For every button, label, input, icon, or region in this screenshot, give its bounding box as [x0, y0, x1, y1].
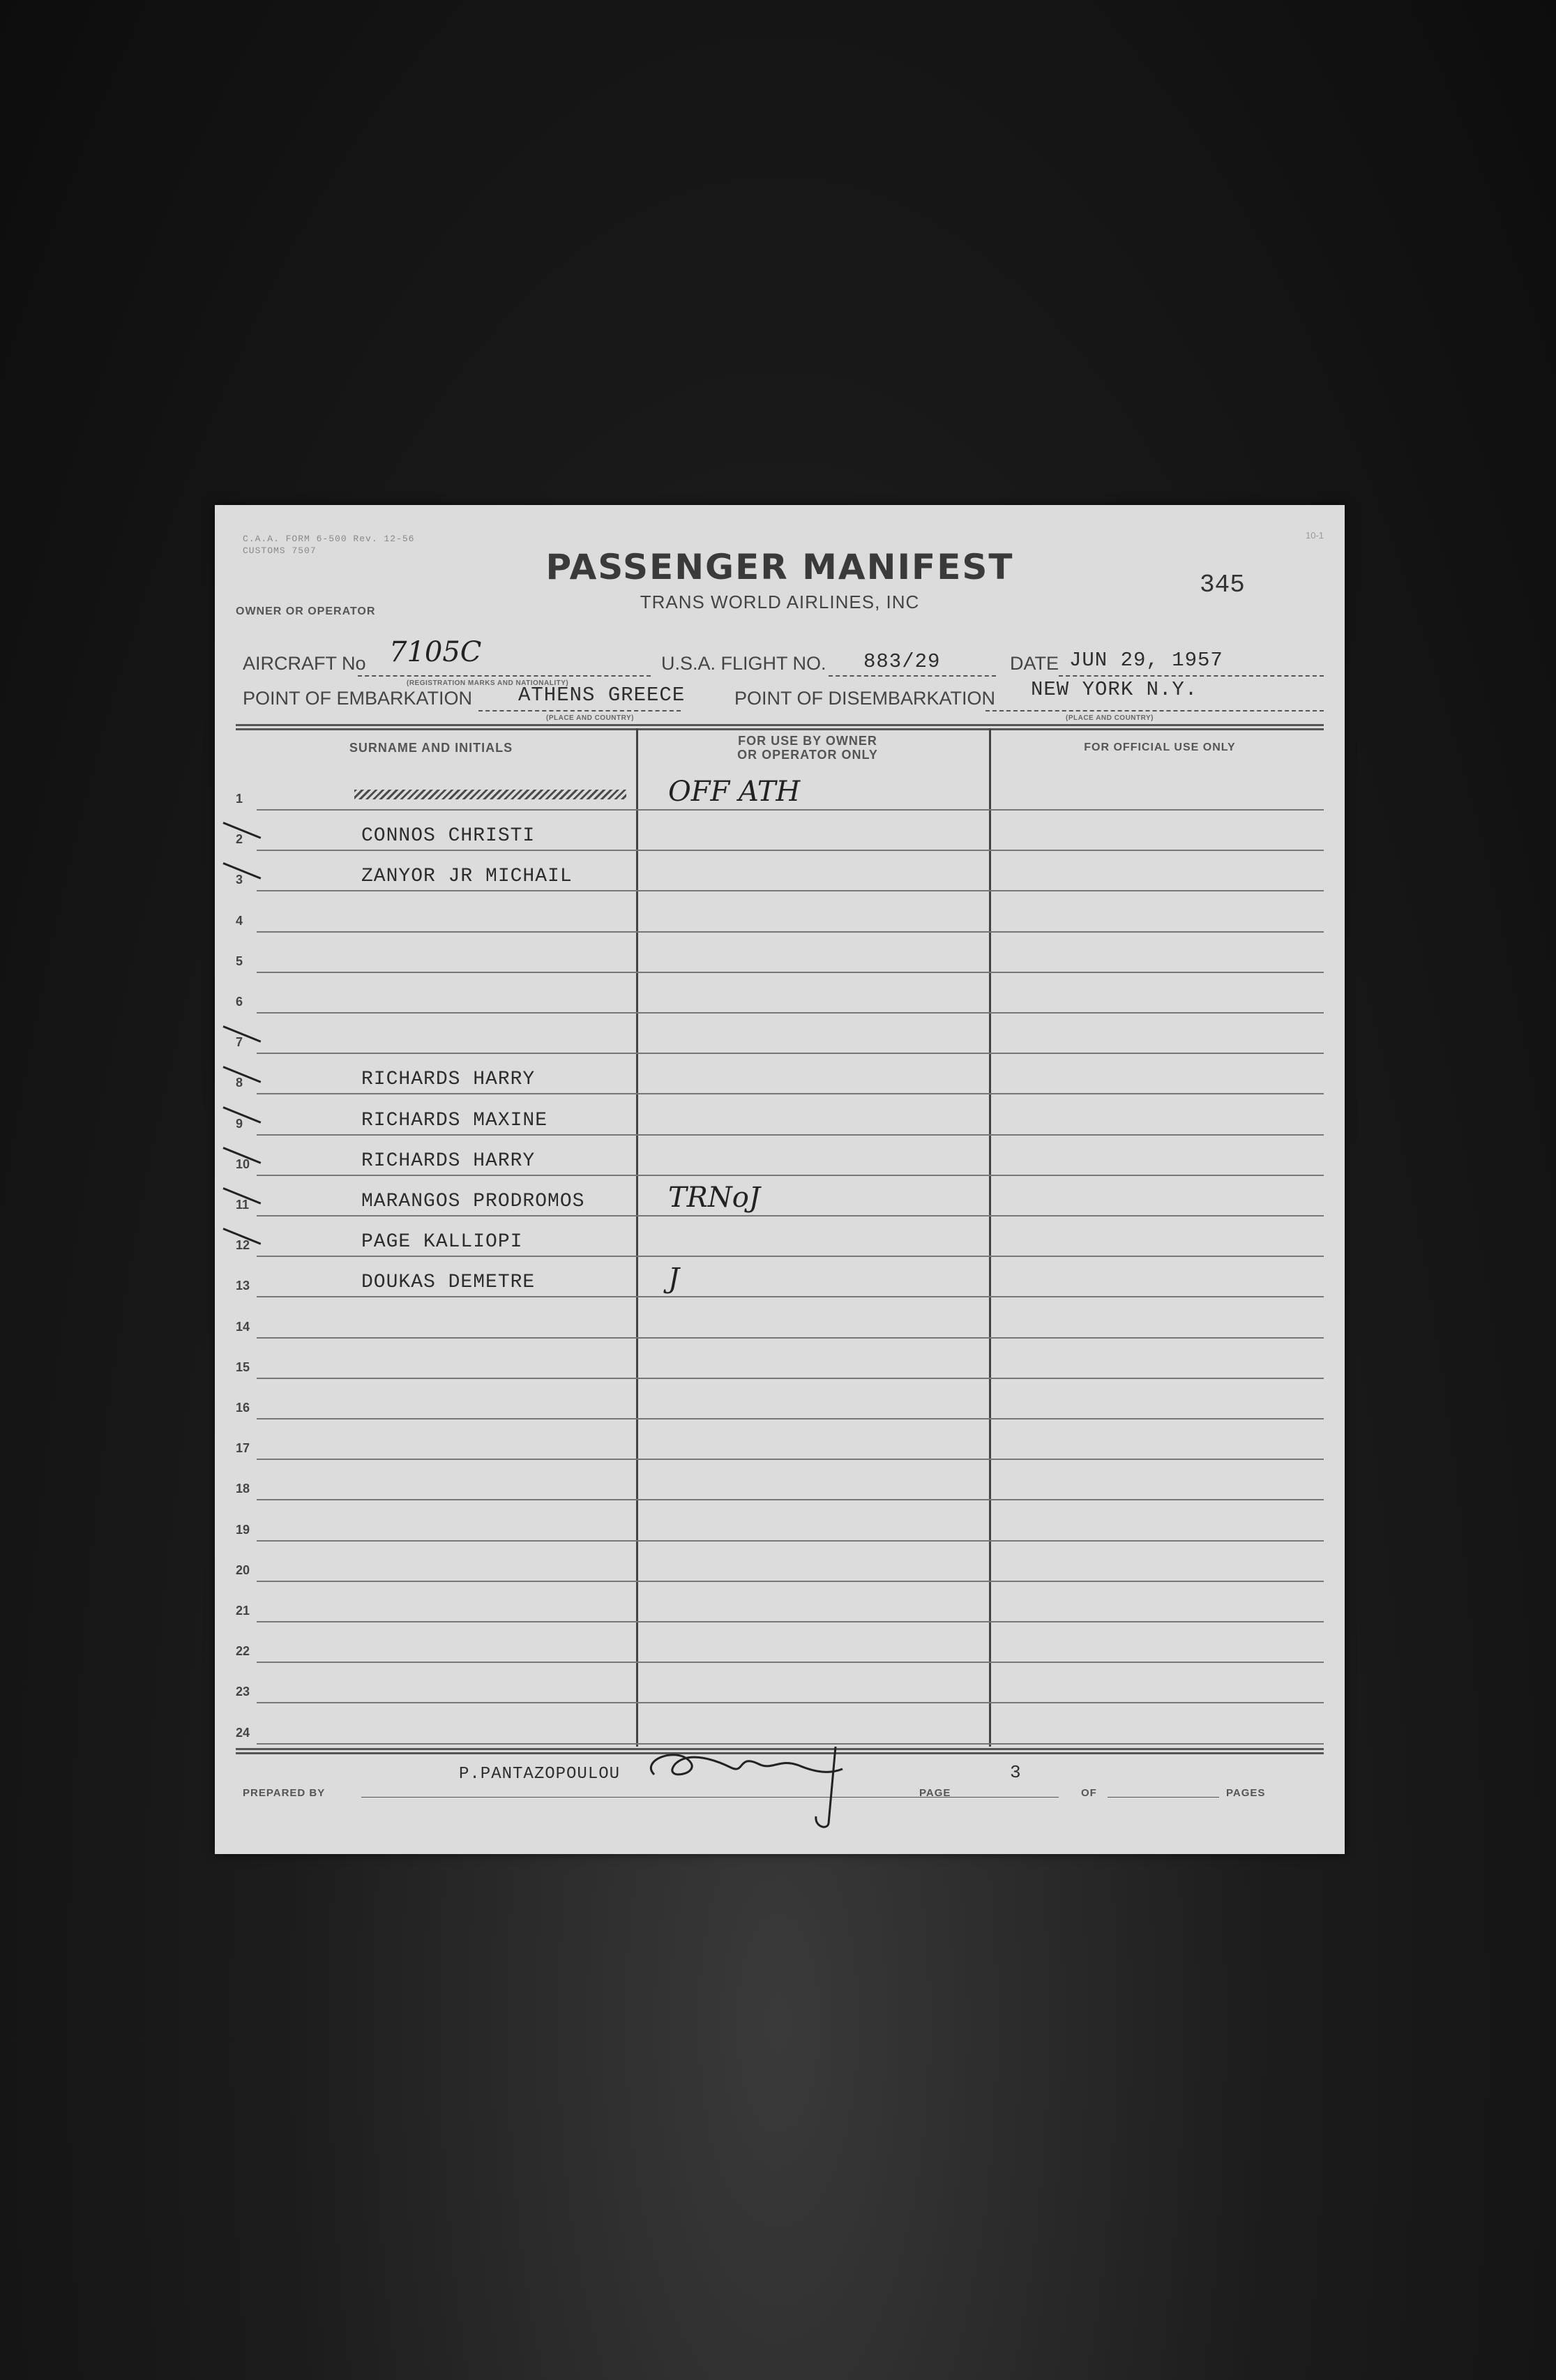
row-number: 15 [236, 1360, 250, 1374]
passenger-name: RICHARDS HARRY [361, 1069, 536, 1091]
owner-notation: J [668, 1263, 680, 1295]
date-value: JUN 29, 1957 [1069, 649, 1223, 672]
row-number: 5 [236, 954, 243, 968]
manifest-sheet [215, 505, 1345, 1854]
aircraft-sub-label: (REGISTRATION MARKS AND NATIONALITY) [407, 679, 569, 687]
aircraft-value: 7105C [389, 636, 482, 668]
row-number: 21 [236, 1604, 250, 1618]
row-number: 19 [236, 1522, 250, 1537]
date-label: DATE [1010, 653, 1059, 674]
pages-label: PAGES [1226, 1787, 1266, 1799]
owner-notation: TRNoJ [668, 1182, 760, 1214]
row-number: 20 [236, 1562, 250, 1577]
table-row [236, 1419, 1324, 1460]
column-header-owner-line-2: OR OPERATOR ONLY [737, 748, 878, 762]
disembarkation-underline [985, 710, 1324, 711]
row-number: 1 [236, 792, 243, 806]
row-number: 4 [236, 913, 243, 928]
row-number: 9 [236, 1116, 243, 1131]
row-number: 17 [236, 1441, 250, 1456]
row-number: 8 [236, 1076, 243, 1090]
table-row [236, 1379, 1324, 1419]
struck-out-name [354, 790, 626, 799]
row-number: 6 [236, 995, 243, 1009]
table-row [236, 851, 1324, 891]
table-row [236, 1542, 1324, 1582]
passenger-name: RICHARDS HARRY [361, 1150, 536, 1172]
row-number: 12 [236, 1238, 250, 1253]
page-value: 3 [1010, 1762, 1022, 1783]
row-number: 14 [236, 1319, 250, 1334]
row-number: 23 [236, 1685, 250, 1699]
flight-value: 883/29 [863, 650, 941, 673]
aircraft-underline [358, 675, 651, 677]
table-row [236, 1217, 1324, 1257]
prepared-by-value: P.PANTAZOPOULOU [459, 1765, 621, 1784]
row-number: 18 [236, 1482, 250, 1496]
row-number: 2 [236, 832, 243, 847]
table-row [236, 892, 1324, 933]
table-row [236, 1663, 1324, 1703]
table-row [236, 973, 1324, 1014]
corner-mark: 10-1 [1305, 530, 1324, 541]
disembarkation-label: POINT OF DISEMBARKATION [734, 688, 996, 709]
table-row [236, 1176, 1324, 1217]
passenger-name: CONNOS CHRISTI [361, 825, 536, 848]
passenger-name: RICHARDS MAXINE [361, 1109, 548, 1131]
table-top-rule [236, 724, 1324, 726]
table-row [236, 1622, 1324, 1663]
form-code-line-1: C.A.A. FORM 6-500 Rev. 12-56 [243, 534, 415, 544]
row-number: 16 [236, 1401, 250, 1415]
table-row [236, 1095, 1324, 1136]
manifest-number: 345 [1200, 571, 1245, 599]
page-label: PAGE [919, 1787, 951, 1799]
column-header-owner-line-1: FOR USE BY OWNER [738, 734, 877, 748]
flight-label: U.S.A. FLIGHT NO. [661, 653, 826, 674]
of-underline [1108, 1797, 1219, 1798]
table-row [236, 811, 1324, 851]
row-number: 3 [236, 873, 243, 887]
embarkation-underline [478, 710, 681, 711]
passenger-name: PAGE KALLIOPI [361, 1231, 523, 1253]
row-number: 7 [236, 1035, 243, 1050]
owner-label: OWNER OR OPERATOR [236, 605, 376, 617]
table-row [236, 1582, 1324, 1622]
embarkation-label: POINT OF EMBARKATION [243, 688, 473, 709]
table-row [236, 1501, 1324, 1542]
row-number: 11 [236, 1198, 250, 1212]
table-top-rule-2 [236, 728, 1324, 730]
passenger-name: MARANGOS PRODROMOS [361, 1191, 585, 1212]
flight-underline [829, 675, 996, 677]
embarkation-value: ATHENS GREECE [518, 684, 686, 707]
table-row [236, 1460, 1324, 1500]
table-row [236, 1014, 1324, 1054]
column-header-surname: SURNAME AND INITIALS [349, 741, 513, 755]
row-number: 24 [236, 1725, 250, 1740]
table-row [236, 1298, 1324, 1339]
table-row [236, 933, 1324, 973]
date-underline [1059, 675, 1324, 677]
row-number: 13 [236, 1279, 250, 1293]
signature-mark [633, 1733, 912, 1830]
aircraft-label: AIRCRAFT No [243, 653, 366, 674]
form-code-line-2: CUSTOMS 7507 [243, 545, 317, 556]
row-number: 10 [236, 1157, 250, 1171]
row-number: 22 [236, 1644, 250, 1659]
disembarkation-value: NEW YORK N.Y. [1031, 678, 1198, 701]
table-row [236, 1257, 1324, 1297]
passenger-name: DOUKAS DEMETRE [361, 1272, 536, 1294]
table-row [236, 1054, 1324, 1094]
of-label: OF [1081, 1787, 1097, 1799]
disembarkation-sub-label: (PLACE AND COUNTRY) [1066, 714, 1154, 722]
table-row [236, 1136, 1324, 1176]
passenger-name: ZANYOR JR MICHAIL [361, 866, 573, 888]
owner-notation: OFF ATH [668, 776, 801, 808]
prepared-by-label: PREPARED BY [243, 1787, 326, 1799]
embarkation-sub-label: (PLACE AND COUNTRY) [546, 714, 634, 722]
page-title: PASSENGER MANIFEST [545, 547, 1014, 587]
column-header-official: FOR OFFICIAL USE ONLY [1084, 741, 1236, 753]
table-row [236, 1339, 1324, 1379]
column-header-owner [633, 734, 982, 762]
company-name: TRANS WORLD AIRLINES, INC [640, 592, 920, 612]
